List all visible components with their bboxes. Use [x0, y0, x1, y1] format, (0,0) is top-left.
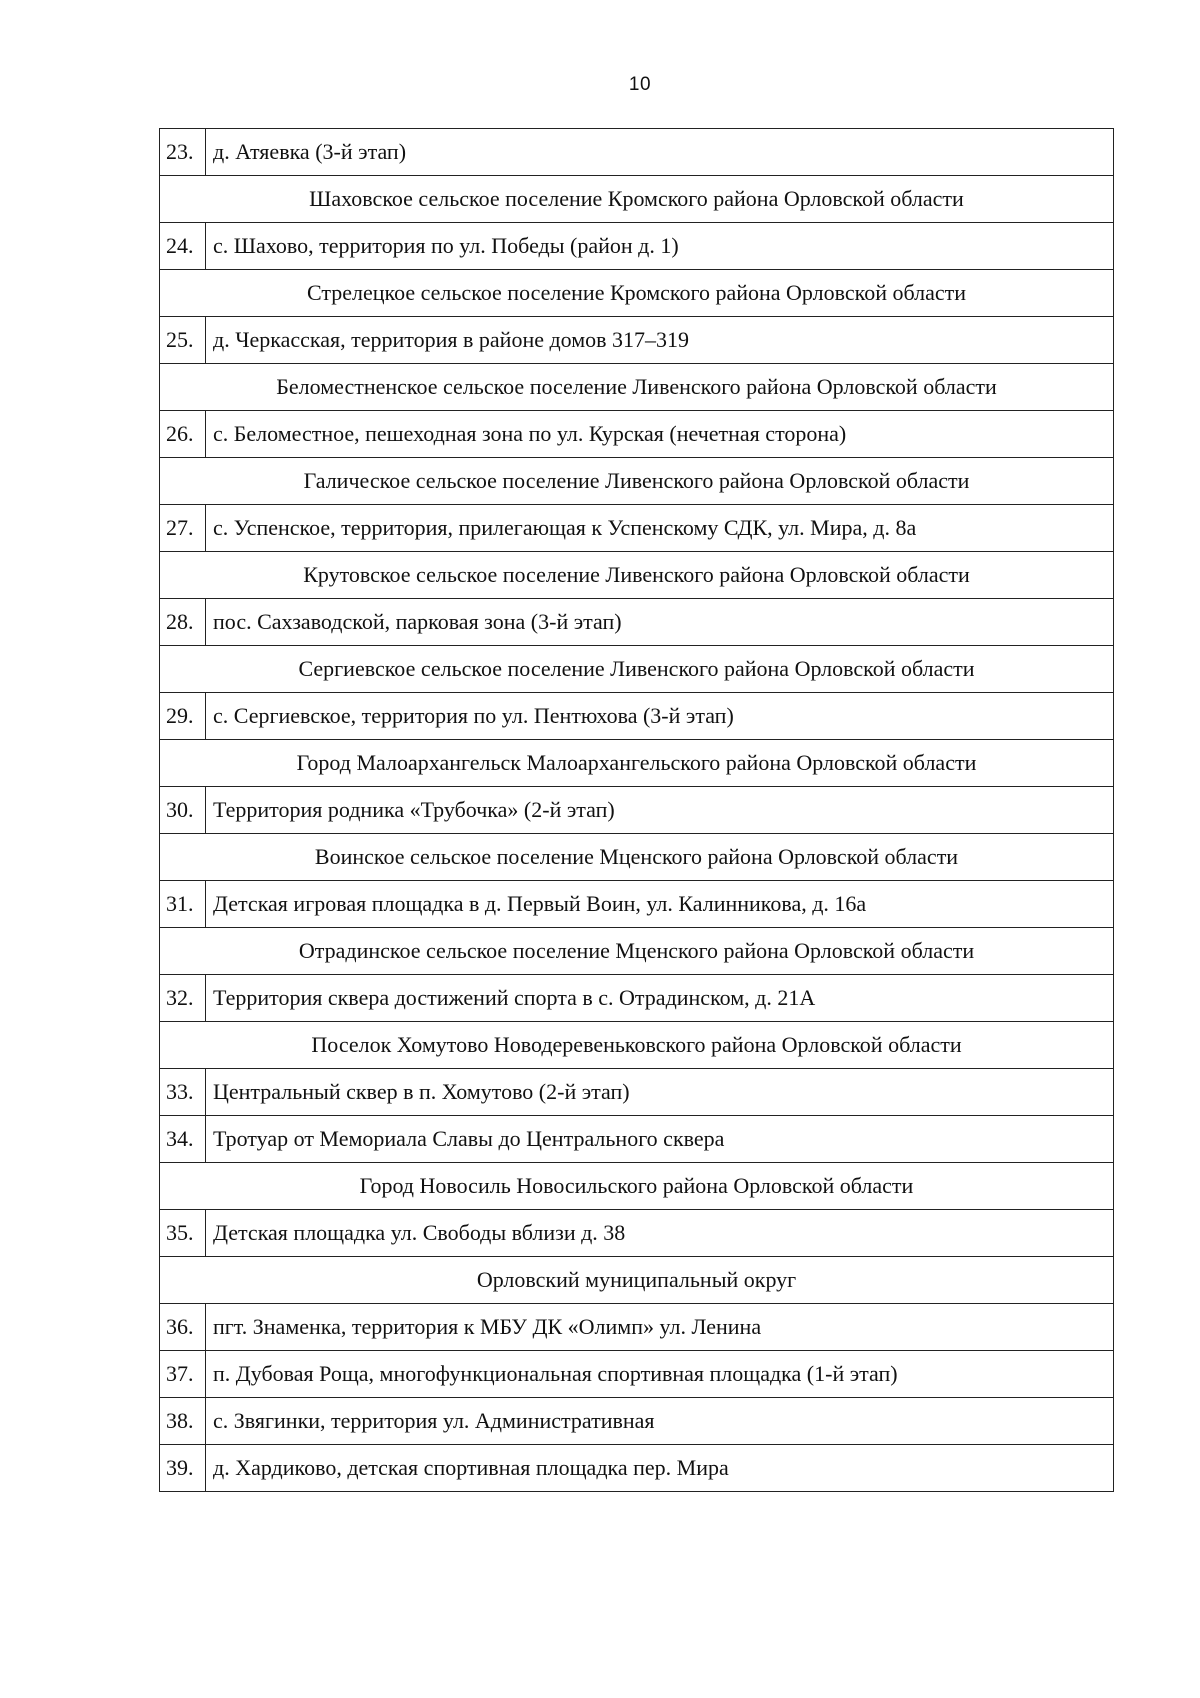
row-description: Детская площадка ул. Свободы вблизи д. 38 [206, 1210, 1114, 1257]
page-number: 10 [628, 74, 652, 95]
row-number: 33. [160, 1069, 206, 1116]
row-description: п. Дубовая Роща, многофункциональная спортивная площадка (1-й этап) [206, 1351, 1114, 1398]
row-description: с. Шахово, территория по ул. Победы (район д. 1) [206, 223, 1114, 270]
row-description: Детская игровая площадка в д. Первый Воин, ул. Калинникова, д. 16а [206, 881, 1114, 928]
section-header-row [160, 364, 1114, 411]
section-title: Шаховское сельское поселение Кромского района Орловской области [160, 176, 1114, 223]
row-number: 34. [160, 1116, 206, 1163]
row-description: д. Атяевка (3-й этап) [206, 129, 1114, 176]
section-title: Сергиевское сельское поселение Ливенского района Орловской области [160, 646, 1114, 693]
row-number: 36. [160, 1304, 206, 1351]
section-title: Воинское сельское поселение Мценского района Орловской области [160, 834, 1114, 881]
row-description: Тротуар от Мемориала Славы до Центрального сквера [206, 1116, 1114, 1163]
table-row [160, 1210, 1114, 1257]
row-description: с. Успенское, территория, прилегающая к Успенскому СДК, ул. Мира, д. 8а [206, 505, 1114, 552]
table-row [160, 1116, 1114, 1163]
row-number: 38. [160, 1398, 206, 1445]
table-row [160, 317, 1114, 364]
section-header-row [160, 552, 1114, 599]
table-row [160, 1069, 1114, 1116]
table-row [160, 787, 1114, 834]
table-row [160, 1398, 1114, 1445]
section-title: Орловский муниципальный округ [160, 1257, 1114, 1304]
section-header-row [160, 270, 1114, 317]
section-title: Отрадинское сельское поселение Мценского района Орловской области [160, 928, 1114, 975]
row-number: 35. [160, 1210, 206, 1257]
section-title: Крутовское сельское поселение Ливенского района Орловской области [160, 552, 1114, 599]
section-header-row [160, 1257, 1114, 1304]
row-number: 32. [160, 975, 206, 1022]
section-header-row [160, 1163, 1114, 1210]
row-number: 29. [160, 693, 206, 740]
row-number: 30. [160, 787, 206, 834]
row-number: 28. [160, 599, 206, 646]
table-row [160, 1304, 1114, 1351]
section-header-row [160, 1022, 1114, 1069]
section-title: Стрелецкое сельское поселение Кромского района Орловской области [160, 270, 1114, 317]
row-description: с. Беломестное, пешеходная зона по ул. Курская (нечетная сторона) [206, 411, 1114, 458]
row-description: пгт. Знаменка, территория к МБУ ДК «Олимп» ул. Ленина [206, 1304, 1114, 1351]
section-title: Город Малоархангельск Малоархангельского района Орловской области [160, 740, 1114, 787]
row-description: д. Черкасская, территория в районе домов 317–319 [206, 317, 1114, 364]
objects-table-body [160, 129, 1114, 1492]
row-number: 37. [160, 1351, 206, 1398]
section-header-row [160, 928, 1114, 975]
section-header-row [160, 834, 1114, 881]
section-title: Поселок Хомутово Новодеревеньковского района Орловской области [160, 1022, 1114, 1069]
row-description: Территория родника «Трубочка» (2-й этап) [206, 787, 1114, 834]
row-description: Центральный сквер в п. Хомутово (2-й этап) [206, 1069, 1114, 1116]
table-row [160, 975, 1114, 1022]
section-header-row [160, 458, 1114, 505]
row-number: 39. [160, 1445, 206, 1492]
row-description: с. Звягинки, территория ул. Административная [206, 1398, 1114, 1445]
section-title: Город Новосиль Новосильского района Орловской области [160, 1163, 1114, 1210]
objects-table [159, 128, 1114, 1492]
row-number: 25. [160, 317, 206, 364]
table-row [160, 223, 1114, 270]
table-row [160, 129, 1114, 176]
row-description: с. Сергиевское, территория по ул. Пентюхова (3-й этап) [206, 693, 1114, 740]
row-description: пос. Сахзаводской, парковая зона (3-й этап) [206, 599, 1114, 646]
section-header-row [160, 646, 1114, 693]
table-row [160, 505, 1114, 552]
row-description: Территория сквера достижений спорта в с. Отрадинском, д. 21А [206, 975, 1114, 1022]
table-row [160, 1445, 1114, 1492]
row-description: д. Хардиково, детская спортивная площадка пер. Мира [206, 1445, 1114, 1492]
table-row [160, 1351, 1114, 1398]
table-row [160, 411, 1114, 458]
row-number: 24. [160, 223, 206, 270]
table-row [160, 881, 1114, 928]
row-number: 23. [160, 129, 206, 176]
row-number: 31. [160, 881, 206, 928]
table-row [160, 599, 1114, 646]
section-header-row [160, 740, 1114, 787]
section-header-row [160, 176, 1114, 223]
table-row [160, 693, 1114, 740]
section-title: Галическое сельское поселение Ливенского района Орловской области [160, 458, 1114, 505]
row-number: 26. [160, 411, 206, 458]
row-number: 27. [160, 505, 206, 552]
section-title: Беломестненское сельское поселение Ливенского района Орловской области [160, 364, 1114, 411]
